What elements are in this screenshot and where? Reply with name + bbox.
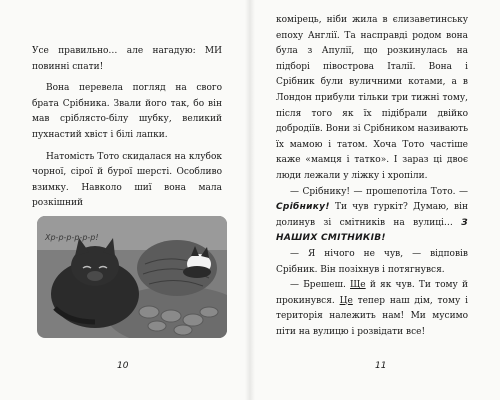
page-number-left: 10 [117, 361, 129, 371]
emphasis-text: З НАШИХ СМІТНИКІВ! [276, 217, 468, 244]
paragraph [276, 185, 468, 247]
paragraph [276, 278, 468, 340]
right-page [250, 0, 500, 400]
left-page-text [32, 44, 222, 212]
paragraph: — Я нічого не чув, — відповів Срібник. Він позіхнув і потягнувся. [276, 248, 468, 275]
right-page-text [276, 13, 468, 340]
dialogue-text: й як чув. Ти тому й прокинувся. [276, 280, 468, 306]
sleeping-cats-illustration [37, 216, 227, 338]
underlined-word: Ще [350, 280, 366, 291]
underlined-word: Це [339, 295, 353, 306]
page-number-right: 11 [375, 361, 387, 371]
paragraph: Вона перевела погляд на свого брата Срібника. Звали його так, бо він мав сріблясто-білу шубку, великий пухнастий хвіст і білі лапки. [32, 83, 222, 140]
emphasis-text: Срібнику! [276, 202, 330, 213]
paragraph: Натомість Тото скидалася на клубок чорної, сірої й бурої шерсті. Особливо взимку. Навколо шиї вона мала розкішний [32, 151, 222, 209]
snore-text: Хр-р-р-р-р-р! [45, 233, 99, 242]
paragraph: Усе правильно… але нагадую: МИ повинні спати! [32, 46, 222, 72]
paragraph: комірець, ніби жила в єлизаветинську епоху Англії. Та насправді родом вона була з Апулії, що розкинулась на підборі півострова Італії. Вона і Срібник були вуличними котами, а в Лондон прибули тільки три тижні тому, після того як їх підібрали двійко добродіїв. Вони зі Срібником називають їх мамою і татом. Хоча Тото частіше каже «мамця і татко». І зараз ці двоє люди лежали у ліжку і хропіли. [276, 15, 468, 181]
dialogue-text: тепер наш дім, тому і територія належить нам! Ми мусимо піти на вулицю і розвідати все! [276, 295, 468, 337]
dialogue-text: Ти чув гуркіт? Думаю, він долинув зі смітників на вулиці… [276, 202, 468, 228]
dialogue-text: — Брешеш. [290, 280, 346, 291]
dialogue-text: — Срібнику! — прошепотіла Тото. — [290, 186, 468, 197]
